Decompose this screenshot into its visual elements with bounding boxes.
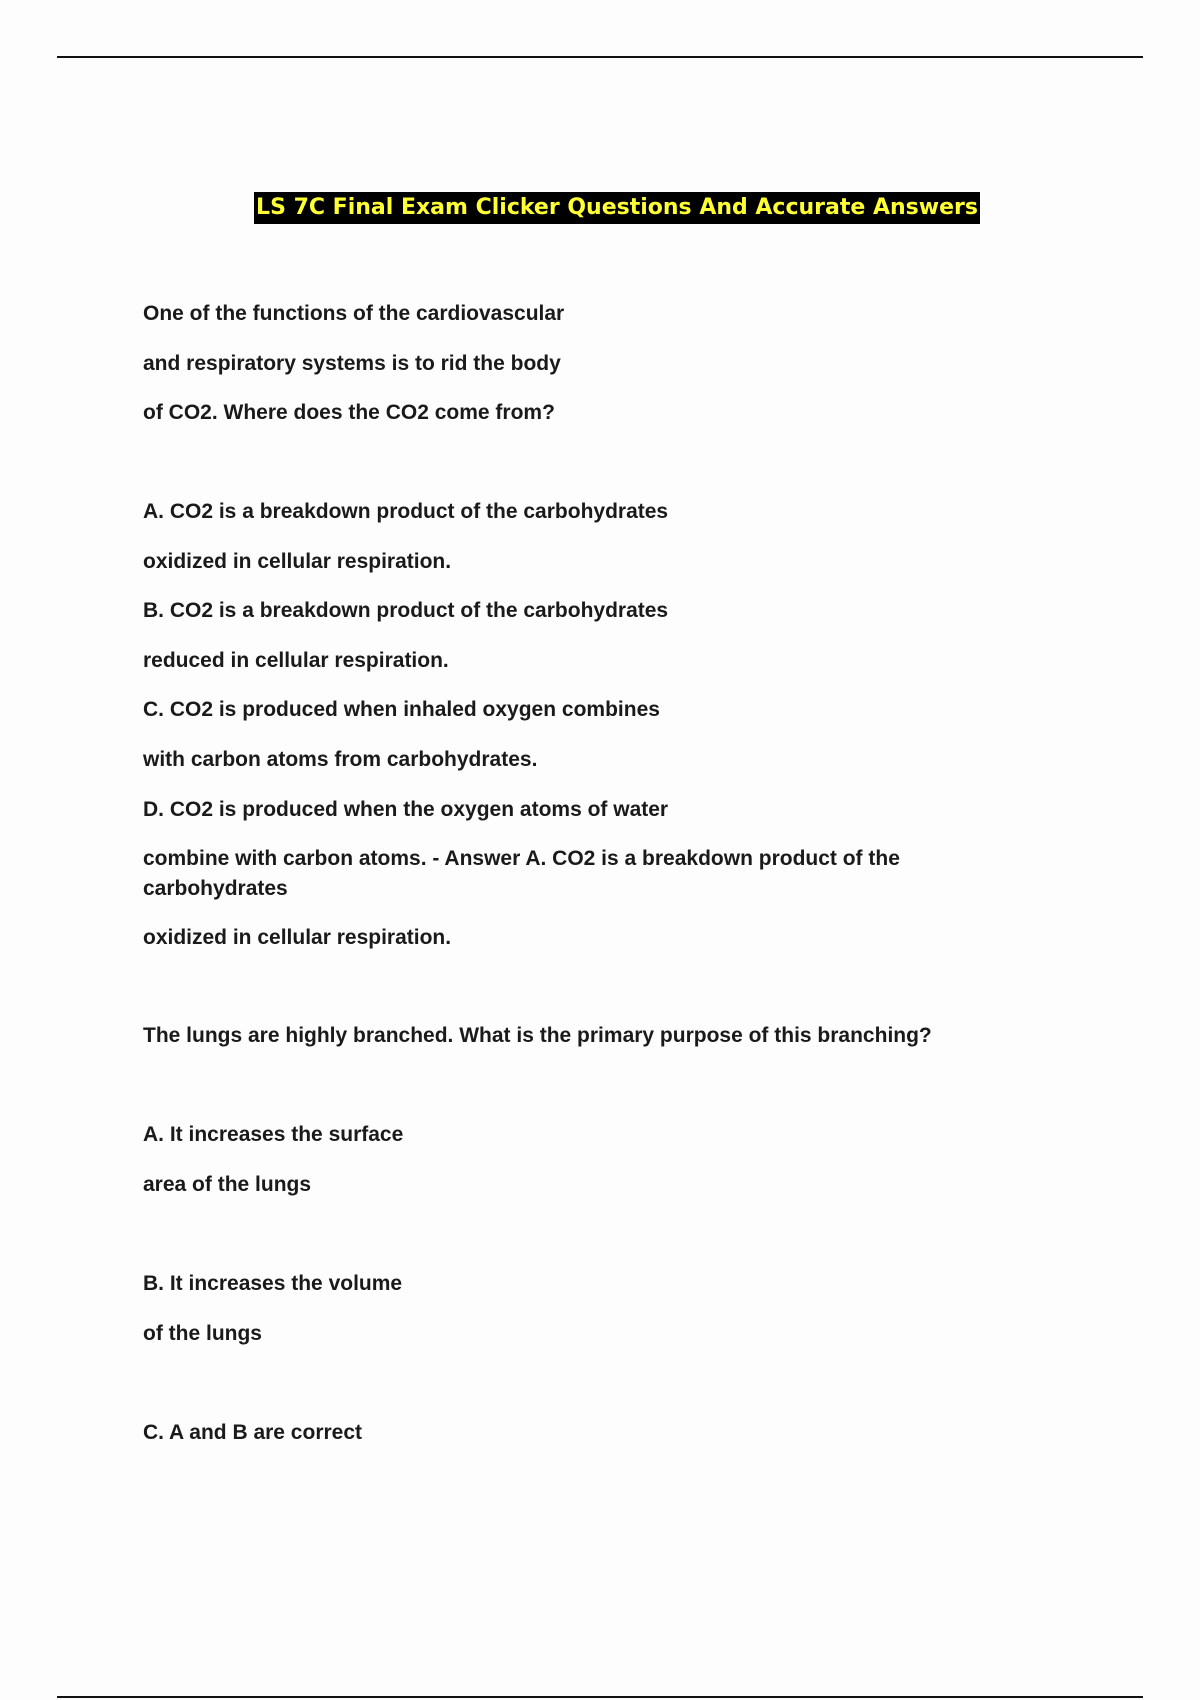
title-container: [0, 192, 1200, 224]
question-1-option-line: C. CO2 is produced when inhaled oxygen combines: [143, 698, 660, 721]
top-rule: [57, 56, 1143, 58]
question-1-option-line: with carbon atoms from carbohydrates.: [143, 748, 538, 771]
question-1-option-line: reduced in cellular respiration.: [143, 649, 449, 672]
question-2-option-line: area of the lungs: [143, 1173, 312, 1196]
bottom-rule: [57, 1696, 1143, 1698]
question-2-option-line: of the lungs: [143, 1322, 262, 1345]
question-2-option-line: C. A and B are correct: [143, 1421, 363, 1444]
question-2-option-line: A. It increases the surface: [143, 1123, 404, 1146]
question-1-line-2: and respiratory systems is to rid the body: [143, 352, 561, 375]
question-1-option-line: A. CO2 is a breakdown product of the carbohydrates: [143, 500, 669, 523]
question-1-line-3: of CO2. Where does the CO2 come from?: [143, 401, 555, 424]
question-1-answer-line: combine with carbon atoms. - Answer A. CO2 is a breakdown product of the carbohydrates: [143, 847, 900, 900]
question-1-option-line: B. CO2 is a breakdown product of the carbohydrates: [143, 599, 669, 622]
question-1-answer-line-end: oxidized in cellular respiration.: [143, 926, 452, 949]
question-1-option-line: oxidized in cellular respiration.: [143, 550, 452, 573]
question-2-text: The lungs are highly branched. What is the primary purpose of this branching?: [143, 1024, 932, 1047]
document-title: LS 7C Final Exam Clicker Questions And Accurate Answers: [254, 192, 980, 224]
question-1-option-line: D. CO2 is produced when the oxygen atoms of water: [143, 798, 669, 821]
question-1-line-1: One of the functions of the cardiovascular: [143, 302, 565, 325]
question-2-option-line: B. It increases the volume: [143, 1272, 403, 1295]
